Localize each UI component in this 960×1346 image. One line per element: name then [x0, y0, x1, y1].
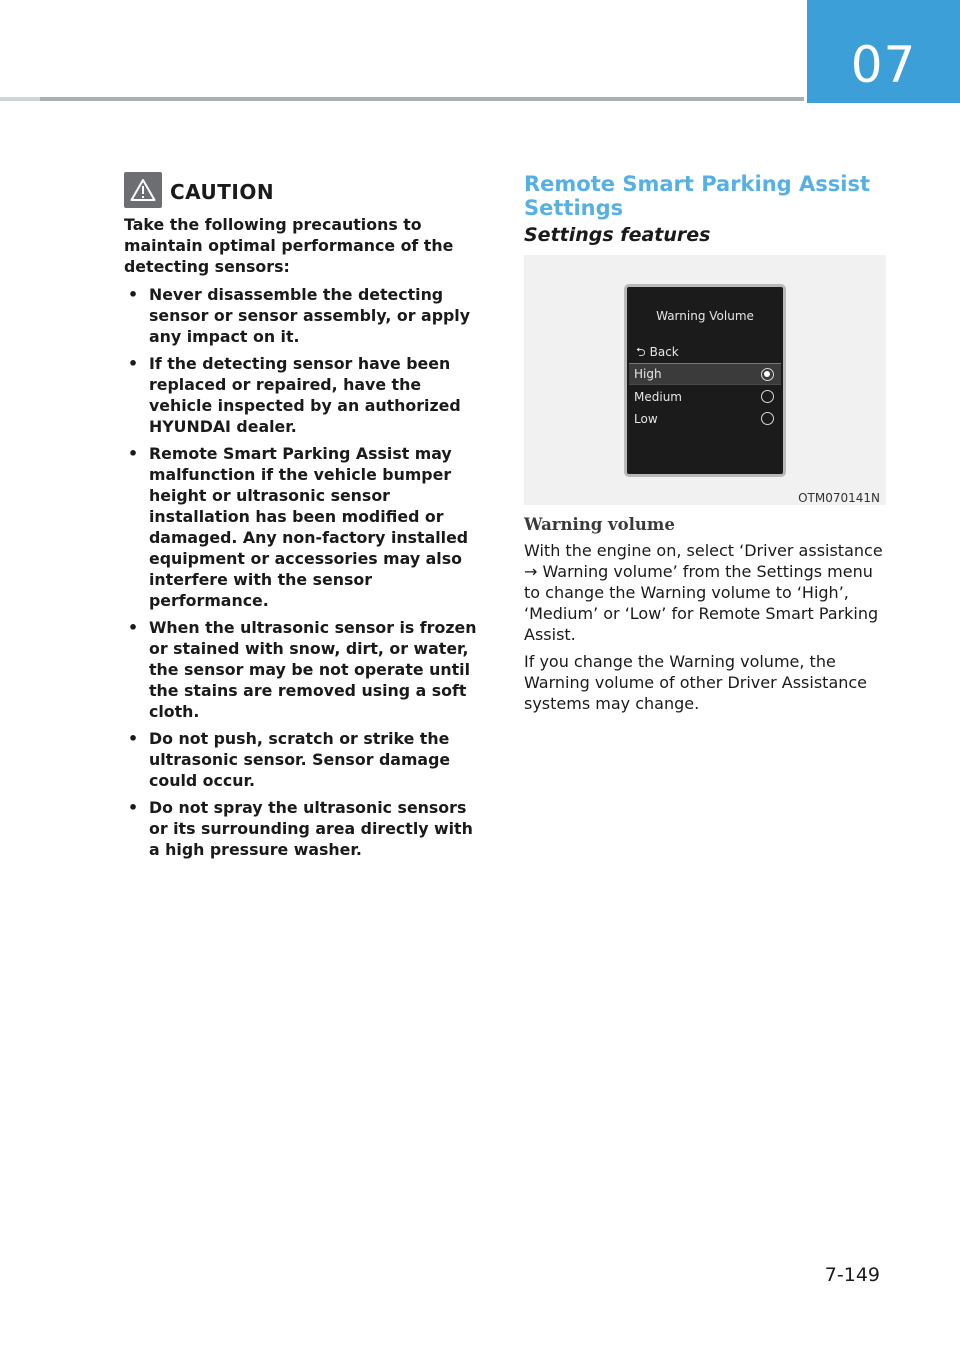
chapter-tab [807, 0, 960, 103]
caution-list [124, 284, 480, 860]
back-option: ⮌ Back [636, 345, 679, 359]
warning-volume-paragraph: With the engine on, select ‘Driver assistance → Warning volume’ from the Settings menu to change the Warning volume to ‘High’, ‘Medium’ or ‘Low’ for Remote Smart Parking Assist. [524, 541, 883, 644]
list-item: • Remote Smart Parking Assist may malfunction if the vehicle bumper height or ultrasonic sensor installation has been modified or damaged. Any non-factory installed equipment or accessories may also interfere with the sensor performance. [128, 444, 469, 610]
radio-selected-icon [761, 368, 774, 381]
header-rule [0, 97, 804, 101]
list-item: • Do not spray the ultrasonic sensors or its surrounding area directly with a high pressure washer. [128, 798, 473, 859]
warning-volume-note: If you change the Warning volume, the Warning volume of other Driver Assistance systems may change. [524, 652, 868, 713]
page-number: 7-149 [824, 1264, 880, 1286]
option-low: Low [629, 408, 781, 430]
warning-volume-heading: Warning volume [524, 515, 675, 534]
option-high: High [629, 363, 781, 385]
screen-title: Warning Volume [656, 309, 754, 323]
figure-code: OTM070141N [798, 491, 880, 505]
radio-empty-icon [761, 412, 774, 425]
list-item: • If the detecting sensor have been replaced or repaired, have the vehicle inspected by an authorized HYUNDAI dealer. [128, 354, 461, 436]
radio-empty-icon [761, 390, 774, 403]
caution-intro: Take the following precautions to maintain optimal performance of the detecting sensors: [124, 215, 454, 276]
section-title: Remote Smart Parking Assist Settings [524, 172, 870, 220]
chapter-number: 07 [850, 36, 917, 94]
option-medium: Medium [629, 386, 781, 408]
list-item: • Do not push, scratch or strike the ultrasonic sensor. Sensor damage could occur. [128, 729, 451, 790]
list-item: • When the ultrasonic sensor is frozen or stained with snow, dirt, or water, the sensor may be not operate until the stains are removed using a soft cloth. [128, 618, 477, 721]
caution-title: CAUTION [170, 180, 275, 204]
list-item: • Never disassemble the detecting sensor or sensor assembly, or apply any impact on it. [128, 285, 471, 346]
back-arrow-icon: ⮌ [636, 345, 646, 359]
cluster-screen [624, 284, 786, 477]
caution-box [124, 172, 480, 866]
caution-header [124, 172, 480, 208]
warning-triangle-icon [124, 172, 162, 208]
section-subtitle: Settings features [524, 224, 711, 246]
settings-figure [524, 255, 886, 505]
settings-section [524, 172, 886, 714]
